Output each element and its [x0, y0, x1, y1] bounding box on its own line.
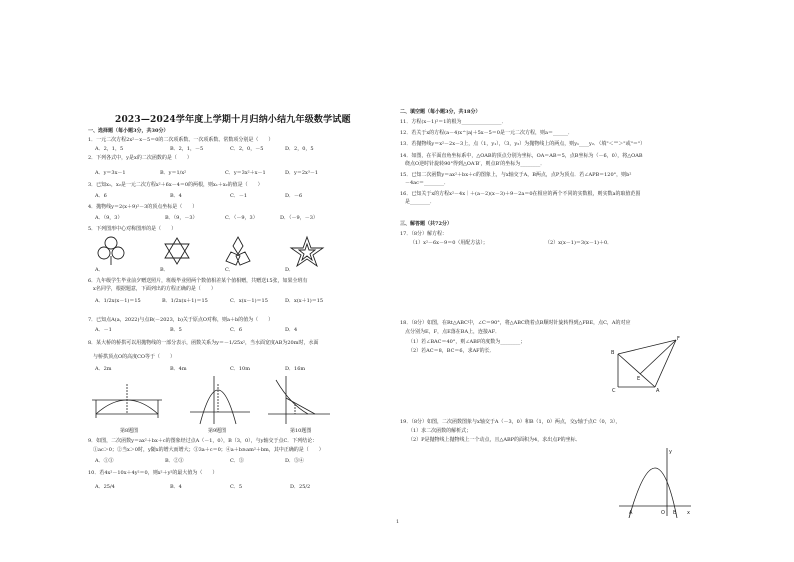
question-9-line1: 9．如图，二次函数y＝ax²＋bx＋c的图象经过点A（－1，0），B（3，0），与y轴交于点C．下列结论：: [88, 438, 318, 444]
q2-option-a: A．y＝3x－1: [95, 170, 126, 176]
q10-option-c: C．5: [230, 484, 243, 490]
q5-option-c: C．: [225, 267, 234, 273]
question-14-line2: 绕点O逆时针旋转90°得到△OA′B′，则点B′的坐标为________．: [400, 161, 546, 167]
fig18-label-f: F: [677, 336, 680, 342]
page-number: 1: [396, 519, 400, 525]
q6-option-a: A．1/2x(x－1)＝15: [95, 298, 141, 304]
q4-option-b: B．（9，－3）: [165, 215, 198, 221]
fig18-label-c: C: [612, 388, 616, 394]
fig19-label-o: O: [661, 510, 665, 516]
q10-option-b: B．4: [170, 484, 182, 490]
question-19-part2: （2）P是抛物线上抛物线上一个动点，且△ABP的面积为4，求出点P的坐标．: [408, 437, 581, 443]
q7-option-b: B．5: [170, 327, 182, 333]
question-14-line1: 14．如图，在平面直角坐标系中，△OAB的顶点分别为坐标，OA＝AB＝5，点B坐标为（－6，0），将△OAB: [400, 153, 643, 159]
star-figure: [291, 237, 323, 266]
section2-heading: 二、填空题（每小题3分，共18分）: [400, 109, 481, 115]
question-19-part1: （1）求二次函数的解析式；: [408, 428, 472, 434]
q10-option-a: A．25/4: [95, 484, 115, 490]
q7-option-a: A．－1: [95, 327, 112, 333]
hexagram-figure: [165, 238, 189, 264]
q3-option-a: A．6: [95, 193, 107, 199]
fig19-label-y: y: [669, 449, 672, 455]
q4-option-c: C．（－9，3）: [225, 215, 258, 221]
q8-option-b: B．4m: [170, 366, 187, 372]
section1-heading: 一、选择题（每小题3分，共30分）: [88, 128, 169, 134]
question-5: 5．下列图形中心对称图形的是（ ）: [88, 226, 177, 232]
question-18-part1: （1）若∠BAC＝40°，则∠ABF的度数为________；: [408, 339, 526, 345]
q4-option-a: A．（9，3）: [95, 215, 123, 221]
caption-fig8: 第8题图: [120, 428, 139, 434]
q3-option-c: C．－1: [230, 193, 248, 199]
caption-fig10: 第10题图: [290, 428, 312, 434]
q4-option-d: D．（－9，－3）: [280, 215, 318, 221]
question-10: 10．若4x²－10x＋4y²＝0，则x²＋y²的最大值为（ ）: [88, 470, 218, 476]
question-2: 2．下列各式中，y是x的二次函数的是（ ）: [88, 155, 192, 161]
parabola-figure-q19: [615, 446, 695, 518]
exam-title: 2023—2024学年度上学期十月归纳小结九年级数学试题: [115, 115, 351, 125]
q8-q10-figures: [90, 374, 340, 434]
question-17-part2: （2）x(x－1)＝3(x－1)＋0．: [545, 240, 613, 246]
fig18-label-b: B: [611, 350, 615, 356]
q8-option-d: D．16m: [285, 366, 306, 372]
question-1: 1．一元二次方程2x²－x－5＝0的二次项系数、一次项系数、常数项分别是（ ）: [88, 137, 274, 143]
parabola-figure-q9: [190, 376, 250, 424]
q5-option-d: D．: [285, 267, 295, 273]
q3-option-d: D．－6: [285, 193, 303, 199]
question-12: 12．若关于x的方程(a－4)x^|a|＋5x－5＝0是一元二次方程，则a＝______．: [400, 130, 573, 136]
q5-figures: [95, 234, 325, 270]
q8-option-c: C．10m: [230, 366, 250, 372]
q2-option-d: D．y＝2x³－1: [285, 170, 319, 176]
q2-option-c: C．y＝3x²＋x－1: [225, 170, 266, 176]
section3-heading: 三、解答题（共72分）: [400, 221, 452, 227]
q7-option-c: C．6: [230, 327, 243, 333]
q1-option-d: D．2，0，5: [285, 146, 314, 152]
question-3: 3．已知x₁，x₂是一元二次方程x²＋6x－4＝0的两根，则x₁＋x₂的值是（ ）: [88, 182, 263, 188]
fig19-label-x: x: [687, 510, 690, 516]
question-18-line1: 18．（8分）如图，在Rt△ABC中，∠C＝90°，将△ABC绕着点B顺时针旋转得到△FBE，点C，A的对应: [400, 320, 631, 326]
question-18-part2: （2）若AC＝8，BC＝6，求AF的长．: [408, 348, 495, 354]
q9-option-c: C．③: [230, 458, 244, 464]
fig18-label-a: A: [656, 388, 660, 394]
q6-option-c: C．x(x－1)＝15: [230, 298, 268, 304]
question-16-line2: 是________．: [400, 199, 436, 205]
q5-option-b: B．: [160, 267, 169, 273]
q7-option-d: D．4: [285, 327, 298, 333]
question-18-line2: 点分别为E，F，点E落在BA上，连接AF．: [400, 329, 501, 335]
q1-option-c: C．2，0，－5: [230, 146, 264, 152]
question-16-line1: 16．已知关于x的方程x²－4x｜＋(a－2)(x－3)＋9－2a＝0在相应的两个不同的实数根，则实数a的取值范围: [400, 191, 641, 197]
q9-option-a: A．①③: [95, 458, 114, 464]
bridge-arch-figure: [92, 384, 162, 418]
q1-option-b: B．2，1，－5: [170, 146, 204, 152]
q10-option-d: D．25/2: [290, 484, 311, 490]
question-9-line2: ①ac＞0；②当x＞0时，y随x的增大而增大；③3a＋c＝0；④a＋b≥am²＋bm，其中正确的是（ ）: [88, 447, 324, 453]
question-17-part1: （1）x²－6x－9＝0（用配方法）；: [410, 240, 488, 246]
q1-option-a: A．2，1，5: [95, 146, 124, 152]
q3-option-b: B．4: [170, 193, 182, 199]
q6-option-d: D．x(x＋1)＝15: [285, 298, 324, 304]
question-8-line2: 与桥拱顶点O的高度CO等于（ ）: [88, 354, 176, 360]
question-19-line1: 19．（8分）如图，二次函数图象与x轴交于A（－3，0）和B（1，0）两点，交y轴于点C（0，3），: [400, 419, 621, 425]
q9-option-d: D．③④: [285, 458, 305, 464]
q6-option-b: B．1/2x(x＋1)＝15: [162, 298, 208, 304]
axes-figure-q10: [268, 376, 330, 424]
q2-option-b: B．y＝1/x²: [160, 170, 187, 176]
q9-option-b: B．②③: [165, 458, 184, 464]
caption-fig9: 第9题图: [208, 428, 227, 434]
q5-option-a: A．: [95, 267, 104, 273]
triangle-figure-q18: [610, 332, 685, 394]
fig19-label-a: A: [629, 510, 633, 516]
question-8-line1: 8．某大桥的桥拱可以用抛物线的一部分表示，函数关系为y＝－1/25x²，当水面宽度AB为20m时，水面: [88, 340, 319, 346]
clover-figure: [98, 237, 124, 265]
question-4: 4．抛物线y＝2(x＋9)²－3的顶点坐标是（ ）: [88, 204, 198, 210]
fig19-label-b: B: [673, 510, 677, 516]
fig18-label-e: E: [637, 376, 641, 382]
question-17: 17．（8分）解方程：: [400, 231, 448, 237]
question-11: 11．方程(x－1)²＝1的根为________________．: [400, 119, 507, 125]
question-6-line1: 6．九年级学生毕业前夕赠送照片，班级毕业照两个数值相差某个值相赠，共赠送15张，如果全班有: [88, 278, 308, 284]
question-13: 13．若抛物线y＝x²－2x－3上，点（1，y₁），（3，y₂）为抛物线上的两点，则y₁____y₂．（填"＜""＞"或"＝"）: [400, 141, 646, 147]
question-7: 7．已知点A(a，2022)与点B(－2023，b)关于原点O对称，则a＋b的值为（ ）: [88, 317, 274, 323]
question-15-line1: 15．已知二次函数y＝ax²＋bx＋c的图象上，与x轴交于A，B两点，点P为顶点．若∠APB＝120°，则b²: [400, 172, 632, 178]
rhombus-figure: [226, 237, 250, 265]
question-15-line2: －4ac＝________．: [400, 180, 449, 186]
q8-option-a: A．2m: [95, 366, 112, 372]
question-6-line2: x名同学，根据题意，下面列出的方程正确的是（ ）: [88, 286, 216, 292]
